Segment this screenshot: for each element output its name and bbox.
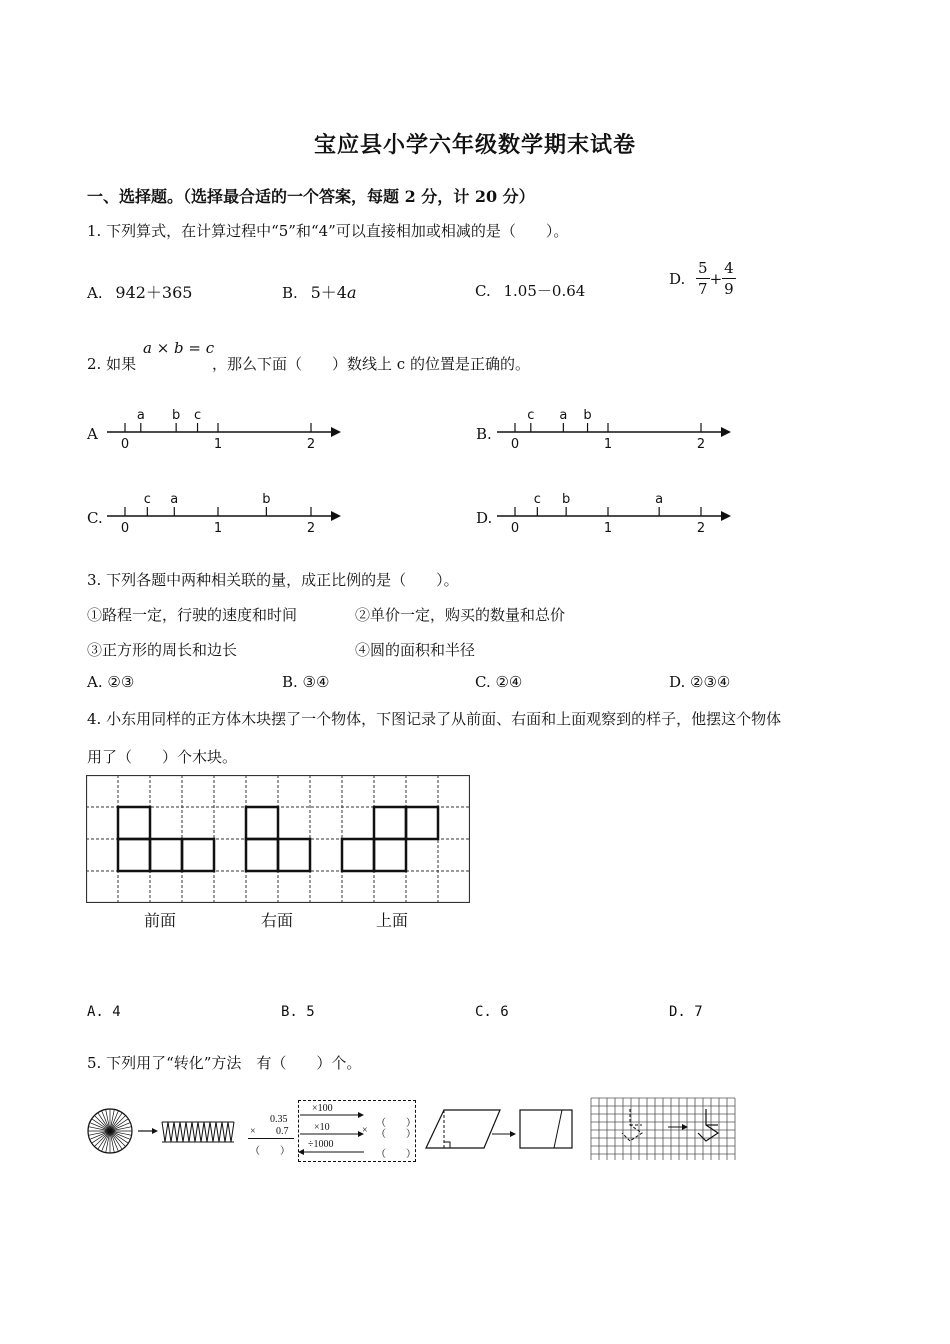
q4-option-c[interactable]: C. 6 (475, 1004, 509, 1020)
mark-label-c: c (527, 408, 535, 423)
q5-stem: 5. 下列用了“转化”方法 有（ ）个。 (87, 1054, 362, 1072)
tick-label-1: 1 (213, 437, 223, 452)
tick-label-0: 0 (120, 521, 130, 536)
calc-rule (248, 1138, 294, 1139)
right-angle-mark (444, 1142, 450, 1148)
q2-numberline-b (495, 400, 740, 455)
tick-label-1: 1 (603, 521, 613, 536)
tick-label-2: 2 (306, 521, 316, 536)
q5-parallelogram-figure (424, 1108, 576, 1154)
parallelogram (426, 1110, 500, 1148)
result-blank-2: （ ） (376, 1129, 416, 1140)
result-blank-3: （ ） (376, 1149, 416, 1160)
view-label-front: 前面 (144, 911, 177, 930)
q2-formula: a × b = c (143, 339, 215, 357)
tick-label-1: 1 (213, 521, 223, 536)
right-view-shape (246, 807, 310, 871)
q1-b-expr: 5＋4 (310, 283, 347, 302)
q2-option-a-label[interactable]: A (87, 425, 98, 443)
tick-label-0: 0 (120, 437, 130, 452)
calc-top: 0.35 (270, 1114, 288, 1125)
q3-item-3: ③正方形的周长和边长 (87, 641, 238, 659)
q2-option-b-label[interactable]: B. (476, 425, 492, 443)
q3-option-c[interactable]: C. ②④ (475, 673, 523, 691)
q2-stem-pre: 2. 如果 (87, 355, 137, 373)
mark-label-b: b (262, 492, 271, 507)
mark-label-b: b (562, 492, 571, 507)
op-divide-1000: ÷1000 (308, 1139, 334, 1150)
q1-d-label: D. (669, 269, 686, 288)
q3-stem: 3. 下列各题中两种相关联的量，成正比例的是（ ）。 (87, 571, 459, 589)
arrow-head-icon (152, 1128, 158, 1134)
q4-option-b[interactable]: B. 5 (281, 1004, 315, 1020)
tick-label-2: 2 (696, 521, 706, 536)
q1-option-d[interactable] (669, 258, 736, 299)
cut-line (554, 1110, 562, 1148)
q1-d-plus: + (709, 269, 723, 288)
section-heading: 一、选择题。（选择最合适的一个答案，每题 2 分，计 20 分） (87, 187, 535, 206)
q1-stem: 1. 下列算式，在计算过程中“5”和“4”可以直接相加或相减的是（ ）。 (87, 222, 569, 240)
q5-circle-to-strip-figure (86, 1102, 241, 1162)
view-label-right: 右面 (261, 911, 294, 930)
q1-option-b[interactable] (282, 280, 357, 303)
mark-label-a: a (559, 408, 568, 423)
q1-d-fraction-1: $\frac{5}{7}$ (698, 259, 708, 298)
q1-a-label: A. (87, 284, 103, 302)
calc-times: × (250, 1126, 256, 1137)
calc-bottom: （ ） (250, 1146, 290, 1157)
mark-label-b: b (583, 408, 592, 423)
q2-numberline-d (495, 484, 740, 539)
front-view-shape (118, 807, 214, 871)
q4-option-d[interactable]: D. 7 (669, 1004, 703, 1020)
mark-label-a: a (655, 492, 664, 507)
result-blank-1: （ ） (376, 1118, 416, 1129)
q3-option-d[interactable]: D. ②③④ (669, 673, 731, 691)
calc-mid: 0.7 (276, 1126, 289, 1137)
page-title: 宝应县小学六年级数学期末试卷 (313, 132, 636, 158)
tick-label-2: 2 (306, 437, 316, 452)
mark-label-c: c (193, 408, 202, 423)
q3-item-1: ①路程一定，行驶的速度和时间 (87, 606, 298, 624)
mark-label-a: a (136, 408, 145, 423)
q1-c-expr: 1.05－0.64 (503, 282, 586, 300)
mark-label-c: c (143, 492, 151, 507)
q3-option-b[interactable]: B. ③④ (282, 673, 330, 691)
q4-option-a[interactable]: A. 4 (87, 1004, 121, 1020)
q2-numberline-a (105, 400, 350, 455)
q1-b-var: a (346, 283, 357, 302)
mark-label-c: c (533, 492, 541, 507)
q1-b-label: B. (282, 284, 298, 302)
mark-label-b: b (172, 408, 181, 423)
arrow-head-icon-2 (510, 1131, 516, 1137)
q2-option-c-label[interactable]: C. (87, 509, 103, 527)
op-times-10: ×10 (314, 1122, 330, 1133)
axis-arrow-icon (331, 511, 341, 521)
q3-option-a[interactable]: A. ②③ (87, 673, 135, 691)
op-times-100: ×100 (312, 1103, 333, 1114)
axis-arrow-icon (721, 427, 731, 437)
q5-decimal-figure (246, 1098, 418, 1164)
tick-label-0: 0 (510, 521, 520, 536)
result-times: × (362, 1125, 368, 1136)
axis-arrow-icon (721, 511, 731, 521)
rectangle (520, 1110, 572, 1148)
q4-stem-line1: 4. 小东用同样的正方体木块摆了一个物体，下图记录了从前面、右面和上面观察到的样子，他摆这个物体 (87, 710, 782, 728)
q1-d-fraction-2: $\frac{4}{9}$ (724, 259, 734, 298)
axis-arrow-icon (331, 427, 341, 437)
tick-label-2: 2 (696, 437, 706, 452)
q2-option-d-label[interactable]: D. (476, 509, 493, 527)
q4-stem-line2: 用了（ ）个木块。 (87, 748, 238, 766)
sectored-circle (88, 1109, 132, 1153)
view-label-top: 上面 (376, 911, 409, 930)
small-grid (591, 1098, 735, 1160)
q5-grid-figure (590, 1097, 740, 1163)
tick-label-1: 1 (603, 437, 613, 452)
q3-item-2: ②单价一定，购买的数量和总价 (355, 606, 566, 624)
q2-stem-post: ，那么下面（ ）数线上 c 的位置是正确的。 (212, 355, 530, 373)
q1-option-c[interactable] (475, 280, 585, 301)
q1-a-expr: 942＋365 (115, 283, 193, 302)
q4-views-grid (86, 775, 470, 903)
tick-label-0: 0 (510, 437, 520, 452)
zigzag-strip (162, 1122, 234, 1142)
mark-label-a: a (170, 492, 179, 507)
q1-c-label: C. (475, 282, 491, 300)
q1-option-a[interactable] (87, 280, 192, 303)
q2-numberline-c (105, 484, 350, 539)
top-view-shape (342, 807, 438, 871)
q3-item-4: ④圆的面积和半径 (355, 641, 476, 659)
